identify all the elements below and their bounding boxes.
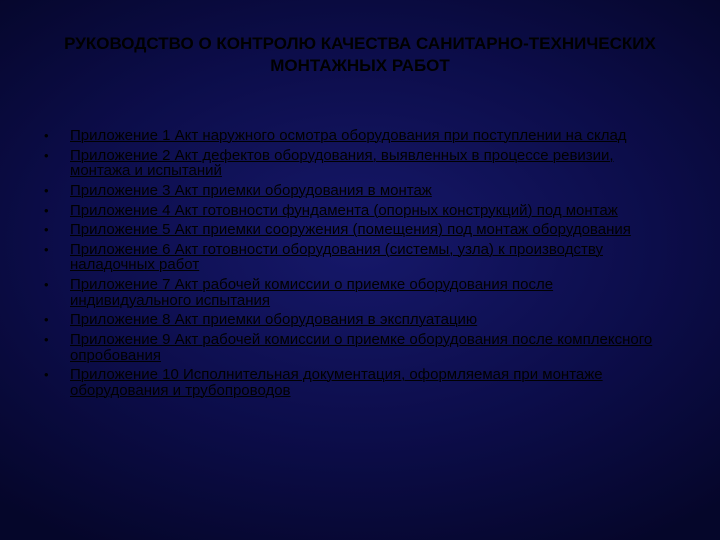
appendix-link-label[interactable]: Приложение 7 Акт рабочей комиссии о приемке оборудования после индивидуального испытания [70,276,554,309]
appendix-link-label[interactable]: Приложение 3 Акт приемки оборудования в монтаж [70,181,432,199]
bullet-icon: • [44,128,49,143]
appendix-link-label[interactable]: Приложение 10 Исполнительная документация, оформляемая при монтаже оборудования и трубопроводов [70,366,603,399]
bullet-icon: • [44,202,49,218]
appendix-link-label[interactable]: Приложение 5 Акт приемки сооружения (помещения) под монтаж оборудования [70,221,631,239]
appendix-link-4[interactable] [44,203,674,219]
appendix-link-5[interactable] [44,222,674,238]
bullet-icon: • [44,367,49,383]
slide-title: РУКОВОДСТВО О КОНТРОЛЮ КАЧЕСТВА САНИТАРНО-ТЕХНИЧЕСКИХ МОНТАЖНЫХ РАБОТ [64,34,656,75]
appendix-link-label[interactable]: Приложение 9 Акт рабочей комиссии о приемке оборудования после комплексного опробования [70,331,653,364]
bullet-icon: • [44,332,49,347]
appendix-link-9[interactable] [44,332,674,363]
bullet-icon: • [44,222,49,238]
appendix-link-1[interactable] [44,128,674,144]
appendix-link-label[interactable]: Приложение 4 Акт готовности фундамента (опорных конструкций) под монтаж [70,201,618,219]
appendix-link-label[interactable]: Приложение 6 Акт готовности оборудования (системы, узла) к производству наладочных работ [70,240,603,274]
appendix-link-3[interactable] [44,183,674,199]
bullet-icon: • [44,277,49,293]
appendix-link-10[interactable] [44,367,674,398]
appendix-link-2[interactable] [44,148,674,179]
bullet-icon: • [44,241,49,257]
appendix-link-7[interactable] [44,277,674,308]
appendix-list [44,128,674,402]
appendix-link-6[interactable] [44,242,674,273]
appendix-link-8[interactable] [44,312,674,328]
bullet-icon: • [44,312,49,328]
appendix-link-label[interactable]: Приложение 8 Акт приемки оборудования в эксплуатацию [70,311,478,329]
bullet-icon: • [44,182,49,198]
bullet-icon: • [44,147,49,163]
appendix-link-label[interactable]: Приложение 1 Акт наружного осмотра оборудования при поступлении на склад [70,127,627,144]
appendix-link-label[interactable]: Приложение 2 Акт дефектов оборудования, выявленных в процессе ревизии, монтажа и испытаний [70,146,614,180]
